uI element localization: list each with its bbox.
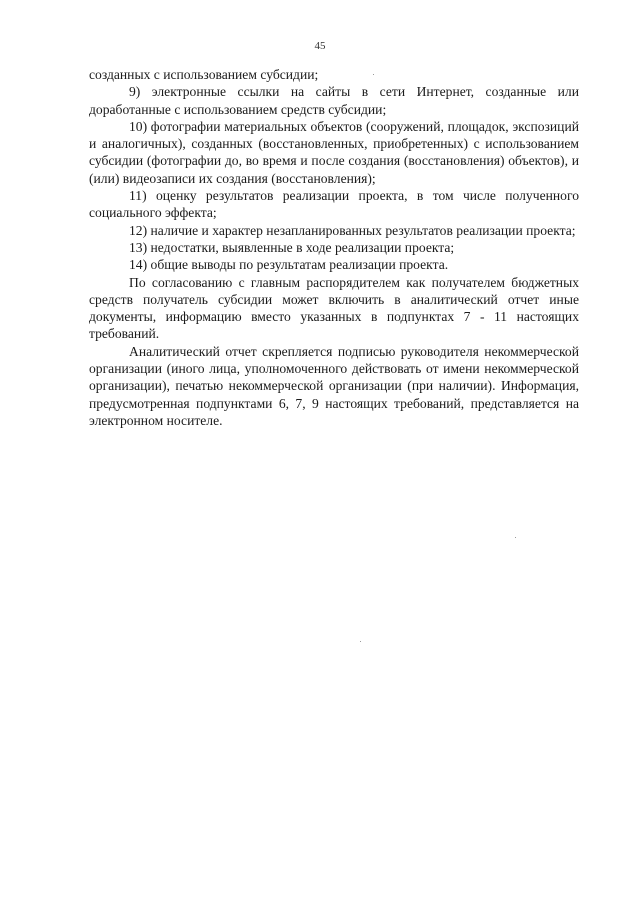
list-item-11: 11) оценку результатов реализации проекта, в том числе полученного социального эффекта; — [89, 188, 579, 221]
list-item-13: 13) недостатки, выявленные в ходе реализации проекта; — [129, 239, 455, 255]
list-item-9: 9) электронные ссылки на сайты в сети Интернет, созданные или доработанные с использованием средств субсидии; — [89, 84, 579, 117]
document-body — [89, 66, 579, 429]
paragraph-signature: Аналитический отчет скрепляется подписью руководителя некоммерческой организации (иного лица, уполномоченного действовать от имени некоммерческой организации), печатью некоммерческой организации (при наличии). Информация, предусмотренная подпунктами 6, 7, 9 настоящих требований, представляется на электронном носителе. — [89, 343, 579, 428]
list-item-14: 14) общие выводы по результатам реализации проекта. — [129, 257, 449, 273]
scan-speck — [360, 641, 361, 642]
scan-speck — [515, 537, 516, 538]
scan-speck — [373, 74, 374, 75]
list-item-10: 10) фотографии материальных объектов (сооружений, площадок, экспозиций и аналогичных), созданных (восстановленных, приобретенных) с использованием субсидии (фотографии до, во время и после создания (восстановления) объектов), и (или) видеозаписи их создания (восстановления); — [89, 118, 579, 186]
paragraph-agreement: По согласованию с главным распорядителем как получателем бюджетных средств получатель субсидии может включить в аналитический отчет иные документы, информацию вместо указанных в подпунктах 7 - 11 настоящих требований. — [89, 274, 579, 342]
page-number: 45 — [314, 40, 326, 52]
paragraph-continuation: созданных с использованием субсидии; — [89, 67, 319, 82]
list-item-12: 12) наличие и характер незапланированных результатов реализации проекта; — [129, 222, 576, 238]
